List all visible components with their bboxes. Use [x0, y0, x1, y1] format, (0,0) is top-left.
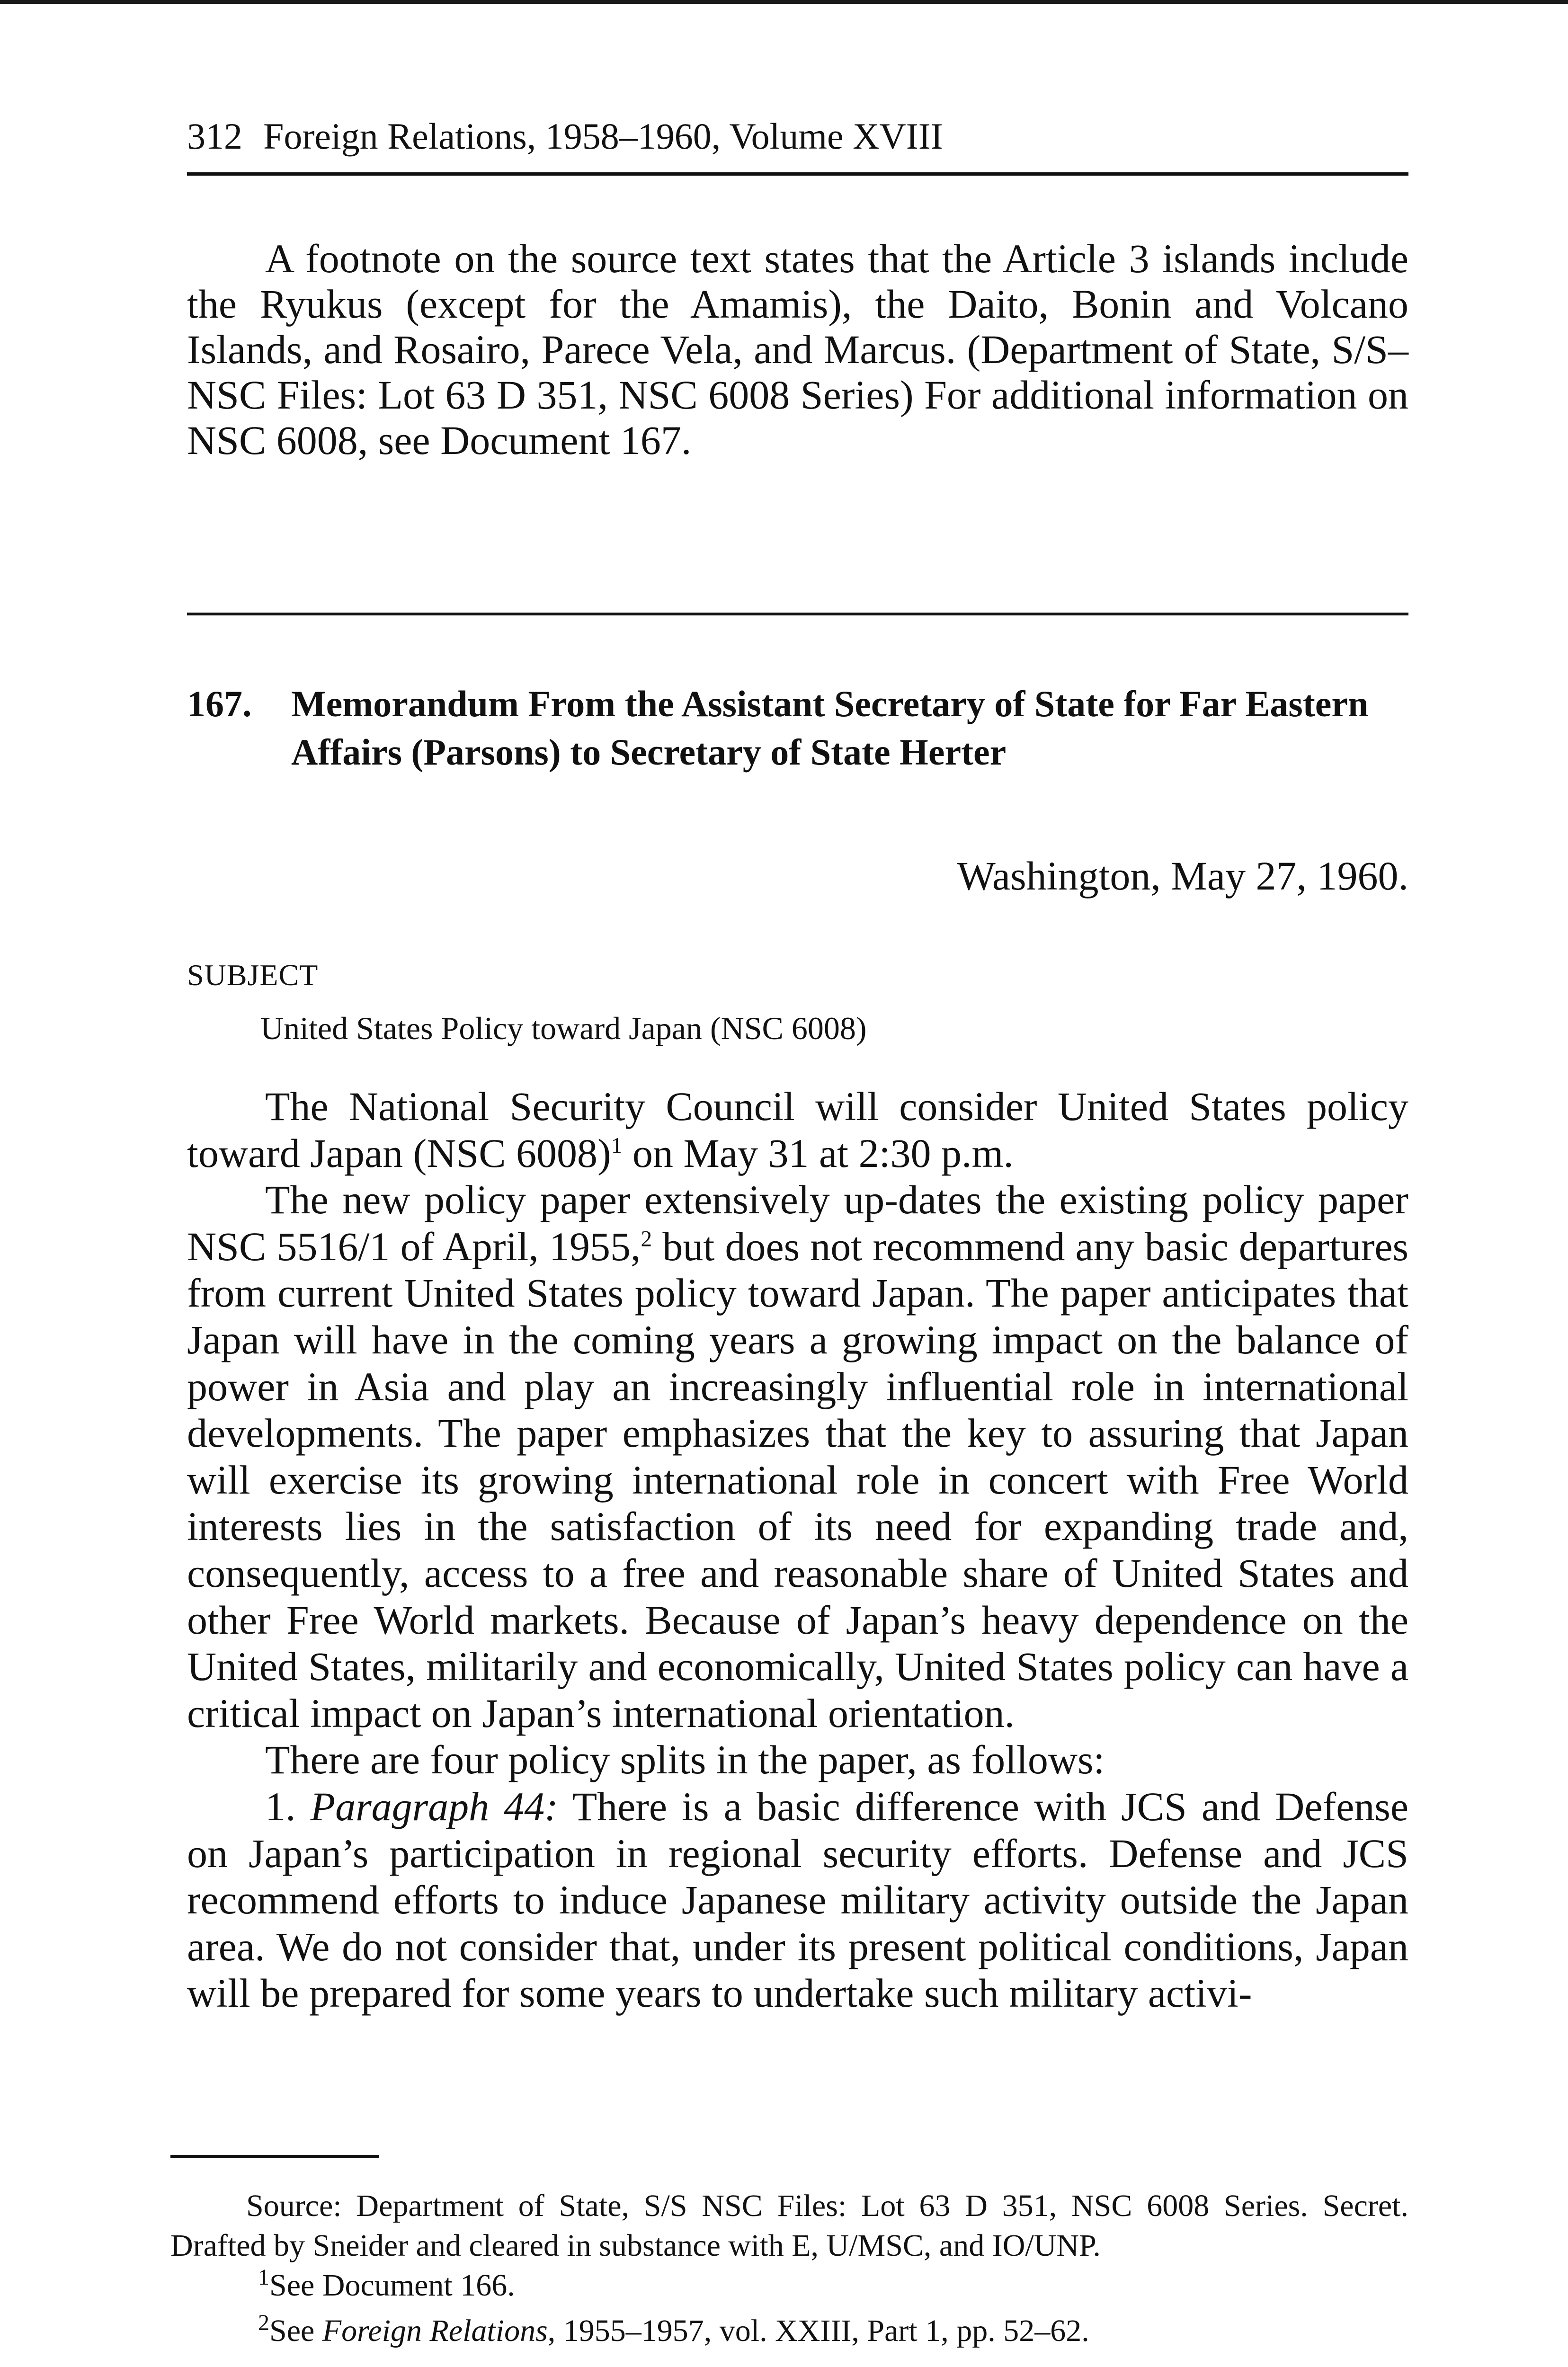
- cited-title: Foreign Relations: [322, 2314, 548, 2348]
- footnote-ref-1[interactable]: 1: [611, 1133, 623, 1158]
- subject-label: SUBJECT: [187, 958, 319, 992]
- item-number: 1.: [265, 1783, 296, 1829]
- body-paragraph-4: 1. Paragraph 44: There is a basic difference with JCS and Defense on Japan’s participation in regional security efforts. Defense and JCS recommend efforts to induce Japanese military activity outside the Japan area. We do not consider that, under its present political conditions, Japan will be prepared for some years to undertake such military activi-: [187, 1783, 1409, 2016]
- dateline: Washington, May 27, 1960.: [957, 853, 1408, 899]
- footnotes: [170, 2186, 1408, 2351]
- document-number: 167.: [187, 683, 252, 724]
- footnote-2: $^2$See Foreign Relations, 1955–1957, vol. XXIII, Part 1, pp. 52–62.: [258, 2310, 1089, 2348]
- header-rule: [187, 172, 1408, 176]
- footnote-mark-2: 2: [258, 2310, 269, 2335]
- publication-title: Foreign Relations, 1958–1960, Volume XVIII: [263, 116, 943, 157]
- footnote-mark-1: 1: [258, 2265, 269, 2290]
- document-heading: [187, 680, 1408, 776]
- footnote-1: $^1$See Document 166.: [258, 2265, 515, 2303]
- section-divider: [187, 613, 1408, 615]
- scan-top-border: [0, 0, 1568, 4]
- body-paragraph-1: The National Security Council will consider United States policy toward Japan (NSC 6008)$^1$ on May 31 at 2:30 p.m.: [187, 1084, 1408, 1176]
- body-paragraph-2: The new policy paper extensively up-dates the existing policy paper NSC 5516/1 of April, 1955,$^2$ but does not recommend any basic departures from current United States policy toward Japan. The paper anticipates that Japan will have in the coming years a growing impact on the balance of power in Asia and play an increasingly influential role in international developments. The paper emphasizes that the key to assuring that Japan will exercise its growing international role in concert with Free World interests lies in the satisfaction of its need for expanding trade and, consequently, access to a free and reasonable share of United States and other Free World markets. Because of Japan’s heavy dependence on the United States, militarily and economically, United States policy can have a critical impact on Japan’s international orientation.: [187, 1177, 1408, 1736]
- memorandum-body: [187, 1083, 1408, 2017]
- paragraph-reference: Paragraph 44:: [310, 1783, 558, 1829]
- subject-text: United States Policy toward Japan (NSC 6008): [260, 1010, 867, 1046]
- footnote-ref-2[interactable]: 2: [641, 1227, 652, 1252]
- running-head: [187, 113, 1408, 160]
- page-number: 312: [187, 116, 242, 157]
- body-paragraph-3: There are four policy splits in the paper, as follows:: [265, 1737, 1105, 1783]
- document-title: Memorandum From the Assistant Secretary of State for Far Eastern Affairs (Parsons) to Secretary of State Herter: [291, 683, 1369, 773]
- source-note: Source: Department of State, S/S NSC Files: Lot 63 D 351, NSC 6008 Series. Secret. Drafted by Sneider and cleared in substance with E, U/MSC, and IO/UNP.: [170, 2189, 1408, 2263]
- footnote-rule: [170, 2155, 379, 2158]
- previous-document-note: A footnote on the source text states that the Article 3 islands include the Ryukus (except for the Amamis), the Daito, Bonin and Volcano Islands, and Rosairo, Parece Vela, and Marcus. (Department of State, S/S–NSC Files: Lot 63 D 351, NSC 6008 Series) For additional information on NSC 6008, see Document 167.: [187, 236, 1408, 463]
